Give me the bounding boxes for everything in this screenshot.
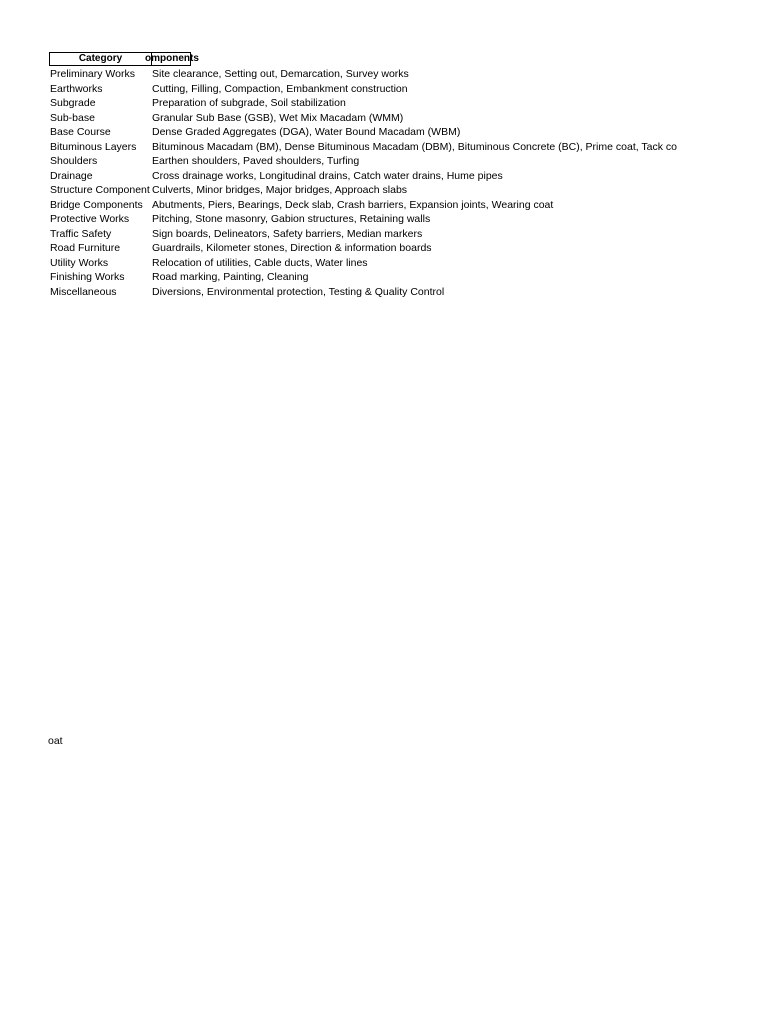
components-cell: Road marking, Painting, Cleaning (152, 271, 309, 283)
category-cell: Protective Works (50, 213, 130, 225)
category-cell: Structure Component (50, 184, 150, 196)
category-cell: Preliminary Works (50, 68, 135, 80)
table-row (0, 154, 768, 169)
components-cell: Culverts, Minor bridges, Major bridges, Approach slabs (152, 184, 408, 196)
category-cell: Traffic Safety (50, 227, 112, 240)
table-row (0, 82, 768, 97)
table-row (0, 285, 768, 300)
category-cell: Miscellaneous (50, 285, 117, 298)
table-row (0, 125, 768, 140)
category-cell: Shoulders (50, 155, 98, 167)
components-cell: Diversions, Environmental protection, Testing & Quality Control (152, 285, 445, 298)
components-cell: Cross drainage works, Longitudinal drains, Catch water drains, Hume pipes (152, 169, 503, 182)
components-cell: Earthen shoulders, Paved shoulders, Turfing (152, 155, 360, 167)
table-row (0, 96, 768, 111)
table-row (0, 198, 768, 213)
table-row (0, 111, 768, 126)
category-cell: Subgrade (50, 97, 96, 109)
components-cell: Pitching, Stone masonry, Gabion structures, Retaining walls (152, 213, 431, 225)
category-cell: Earthworks (50, 82, 103, 95)
table-row (0, 212, 768, 227)
header-cell-components (145, 52, 199, 66)
components-cell: Guardrails, Kilometer stones, Direction & information boards (152, 242, 432, 254)
components-cell: Preparation of subgrade, Soil stabilization (152, 97, 346, 109)
category-cell: Bridge Components (50, 198, 143, 211)
table-row (0, 140, 768, 155)
table-row (0, 169, 768, 184)
category-cell: Base Course (50, 126, 111, 138)
components-cell: Bituminous Macadam (BM), Dense Bituminous Macadam (DBM), Bituminous Concrete (BC), Prime coat, Tack co (152, 140, 677, 153)
category-cell: Road Furniture (50, 242, 121, 254)
header-cell-category: Category (49, 52, 152, 66)
table-row (0, 256, 768, 271)
table-row (0, 270, 768, 285)
components-cell: Abutments, Piers, Bearings, Deck slab, Crash barriers, Expansion joints, Wearing coat (152, 198, 554, 211)
table-body (0, 67, 768, 299)
components-cell: Site clearance, Setting out, Demarcation, Survey works (152, 68, 409, 80)
category-cell: Utility Works (50, 256, 109, 269)
components-cell: Granular Sub Base (GSB), Wet Mix Macadam (WMM) (152, 111, 404, 124)
table-row (0, 227, 768, 242)
components-cell: Sign boards, Delineators, Safety barriers, Median markers (152, 227, 423, 240)
header-cell-components-label: omponents (145, 53, 199, 64)
table-row (0, 67, 768, 82)
components-cell: Dense Graded Aggregates (DGA), Water Bound Macadam (WBM) (152, 126, 461, 138)
overflow-text-fragment: oat (48, 735, 63, 747)
components-cell: Cutting, Filling, Compaction, Embankment construction (152, 82, 408, 95)
table-row (0, 241, 768, 256)
category-cell: Drainage (50, 169, 93, 182)
category-cell: Finishing Works (50, 271, 125, 283)
category-cell: Sub-base (50, 111, 95, 124)
table-row (0, 183, 768, 198)
category-cell: Bituminous Layers (50, 140, 137, 153)
components-cell: Relocation of utilities, Cable ducts, Water lines (152, 256, 368, 269)
